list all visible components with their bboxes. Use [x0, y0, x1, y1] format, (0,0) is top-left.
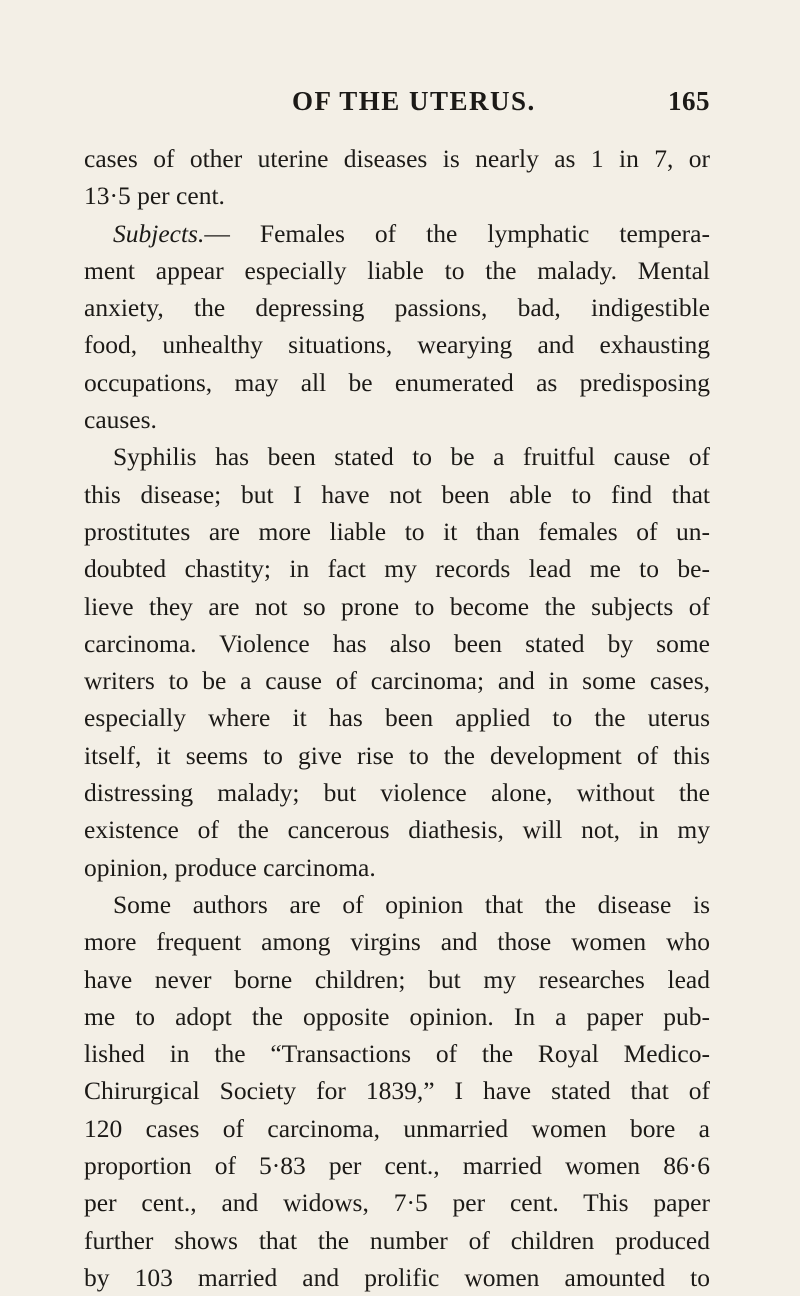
text-line: Chirurgical Society for 1839,” I have stated that of — [84, 1076, 710, 1106]
text-line: occupations, may all be enumerated as predisposing — [84, 367, 710, 397]
text-line: carcinoma. Violence has also been stated by some — [84, 628, 710, 658]
text-line: proportion of 5·83 per cent., married women 86·6 — [84, 1151, 710, 1181]
text-line: Some authors are of opinion that the disease is — [113, 889, 710, 919]
subjects-heading: Subjects. — [113, 218, 205, 248]
text-line: especially where it has been applied to the uterus — [84, 703, 710, 733]
text-line: per cent., and widows, 7·5 per cent. This paper — [84, 1188, 710, 1218]
text-line: 120 cases of carcinoma, unmarried women bore a — [84, 1113, 710, 1143]
text-line: 13·5 per cent. — [84, 181, 225, 211]
text-line: lieve they are not so prone to become the subjects of — [84, 591, 710, 621]
body-text — [84, 140, 710, 1296]
running-title: OF THE UTERUS. — [292, 86, 536, 116]
text-line: anxiety, the depressing passions, bad, indigestible — [84, 293, 710, 323]
text-line: ment appear especially liable to the malady. Mental — [84, 255, 710, 285]
text-line: writers to be a cause of carcinoma; and in some cases, — [84, 666, 710, 696]
text-line: opinion, produce carcinoma. — [84, 852, 376, 882]
text-line: more frequent among virgins and those women who — [84, 927, 710, 957]
text-line: Syphilis has been stated to be a fruitful cause of — [113, 442, 710, 472]
text-line: this disease; but I have not been able to find that — [84, 479, 710, 509]
page-number: 165 — [668, 86, 710, 116]
text-line: prostitutes are more liable to it than females of un- — [84, 516, 710, 546]
text-line: by 103 married and prolific women amounted to — [84, 1262, 710, 1292]
text-line: me to adopt the opposite opinion. In a paper pub- — [84, 1001, 710, 1031]
text-line-subjects — [84, 215, 710, 252]
text-line: cases of other uterine diseases is nearly as 1 in 7, or — [84, 144, 710, 173]
running-head — [84, 86, 710, 126]
text-line-rest: — Females of the lymphatic tempera- — [204, 218, 710, 248]
text-line: doubted chastity; in fact my records lead me to be- — [84, 554, 710, 584]
text-line: distressing malady; but violence alone, without the — [84, 778, 710, 808]
text-line: lished in the “Transactions of the Royal Medico- — [84, 1039, 710, 1069]
text-line: itself, it seems to give rise to the development of this — [84, 740, 710, 770]
text-line: have never borne children; but my researches lead — [84, 964, 710, 994]
text-line: food, unhealthy situations, wearying and exhausting — [84, 330, 710, 360]
text-line: existence of the cancerous diathesis, will not, in my — [84, 815, 710, 845]
text-line: further shows that the number of children produced — [84, 1225, 710, 1255]
text-line: causes. — [84, 405, 157, 435]
